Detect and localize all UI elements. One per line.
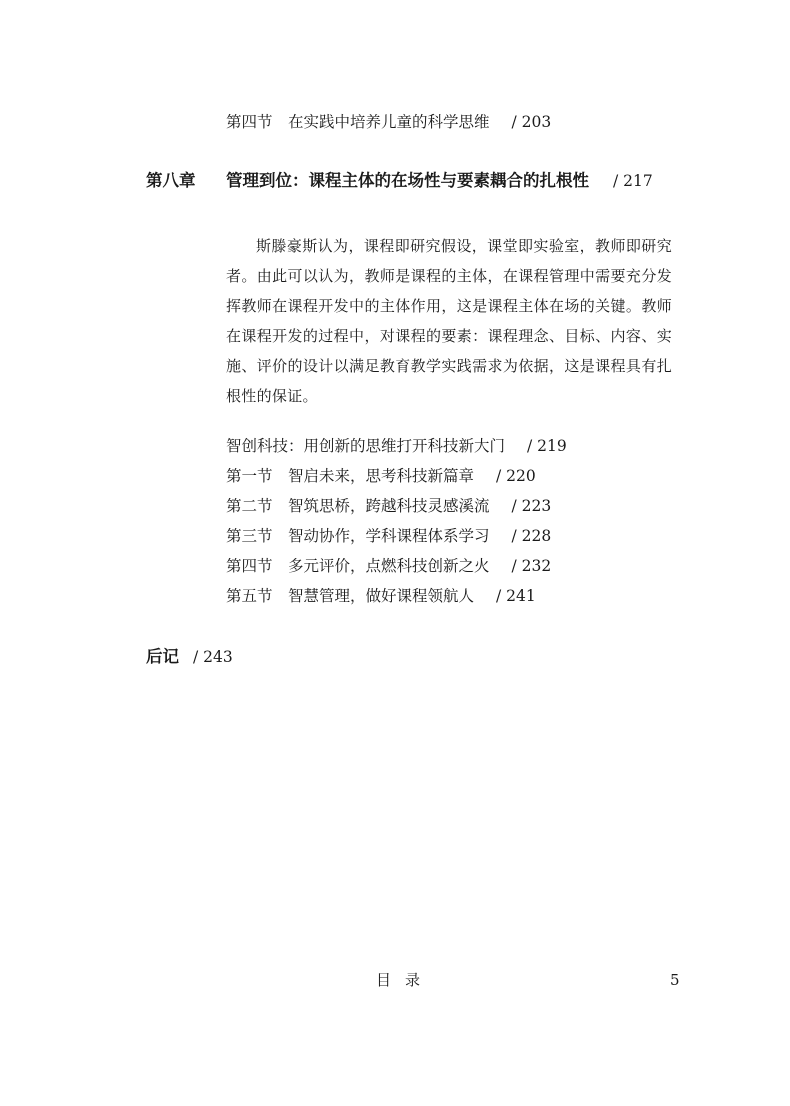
running-footer-title: 目录 [376, 971, 435, 989]
section-label: 第五节 [226, 587, 273, 605]
chapter-title: 管理到位：课程主体的在场性与要素耦合的扎根性 [226, 171, 589, 190]
section-title: 多元评价，点燃科技创新之火 [288, 557, 490, 575]
section-title: 智动协作，学科课程体系学习 [288, 527, 490, 545]
section-label: 第三节 [226, 527, 273, 545]
afterword-page: / 243 [193, 648, 233, 666]
section-page: / 241 [496, 587, 536, 605]
section-page: / 203 [511, 113, 552, 131]
section-label: 第四节 [226, 113, 273, 131]
section-title: 在实践中培养儿童的科学思维 [288, 113, 490, 131]
section-page: / 228 [511, 527, 552, 545]
section-title: 智筑思桥，跨越科技灵感溪流 [288, 497, 490, 515]
page-number: 5 [670, 971, 680, 989]
sub-heading-title: 智创科技：用创新的思维打开科技新大门 [226, 437, 506, 455]
section-page: / 220 [496, 467, 536, 485]
toc-entry [226, 589, 536, 605]
toc-sub-heading [226, 439, 567, 455]
sub-heading-page: / 219 [527, 437, 567, 455]
toc-entry [226, 499, 551, 515]
section-label: 第四节 [226, 557, 273, 575]
section-title: 智慧管理，做好课程领航人 [288, 587, 475, 605]
chapter-page: / 217 [613, 172, 653, 190]
chapter-label: 第八章 [146, 171, 196, 190]
toc-entry-section-4-ch7 [226, 115, 551, 131]
afterword-label: 后记 [146, 647, 179, 666]
toc-entry [226, 559, 551, 575]
toc-entry [226, 469, 536, 485]
section-page: / 232 [511, 557, 552, 575]
chapter-abstract: 斯滕豪斯认为，课程即研究假设，课堂即实验室，教师即研究者。由此可以认为，教师是课程的主体，在课程管理中需要充分发挥教师在课程开发中的主体作用，这是课程主体在场的关键。教师在课程开发的过程中，对课程的要素：课程理念、目标、内容、实施、评价的设计以满足教育教学实践需求为依据，这是课程具有扎根性的保证。 [226, 237, 672, 405]
toc-afterword [146, 649, 233, 666]
section-title: 智启未来，思考科技新篇章 [288, 467, 475, 485]
section-label: 第二节 [226, 497, 273, 515]
toc-chapter-8 [146, 173, 653, 190]
toc-entry [226, 529, 551, 545]
section-label: 第一节 [226, 467, 273, 485]
section-page: / 223 [511, 497, 552, 515]
